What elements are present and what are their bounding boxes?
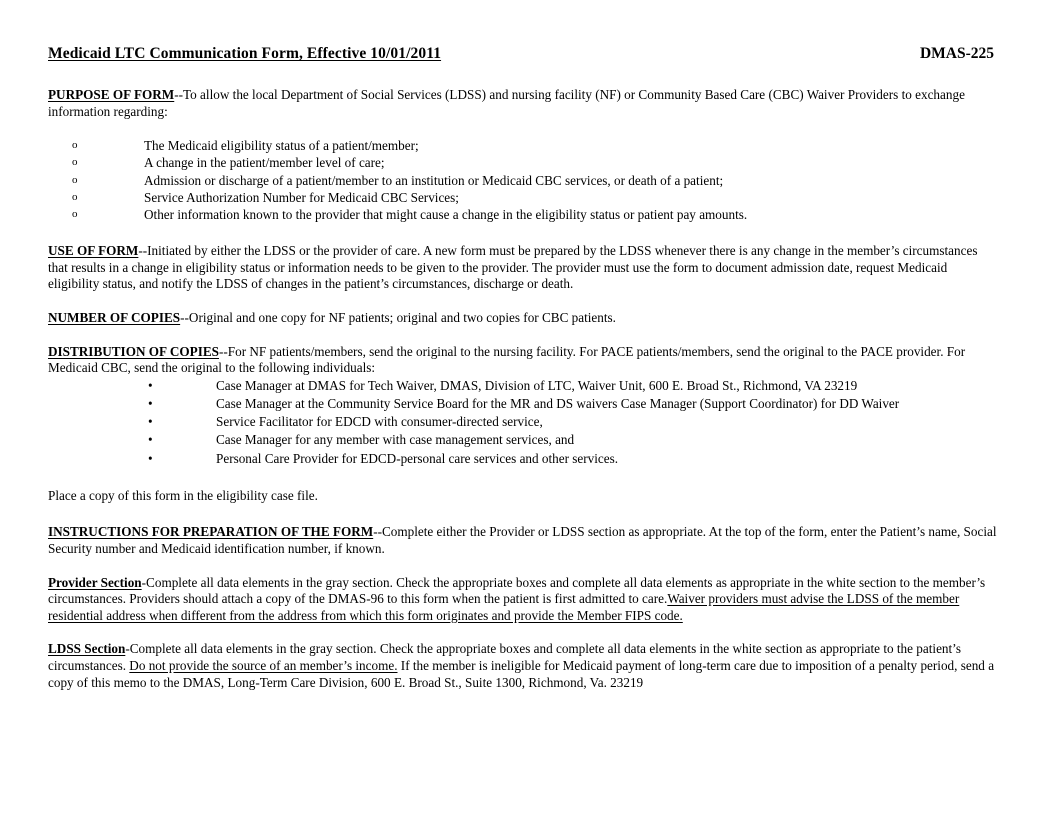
disc-bullet-icon: • (148, 395, 153, 411)
circle-bullet-icon: o (72, 190, 78, 203)
list-item-label: Admission or discharge of a patient/member to an institution or Medicaid CBC services, or death of a patient; (144, 172, 724, 188)
disc-bullet-icon: • (148, 432, 153, 448)
list-item (48, 395, 998, 413)
disc-bullet-icon: • (148, 377, 153, 393)
purpose-of-form-body: --To allow the local Department of Social Services (LDSS) and nursing facility (NF) or Community Based Care (CBC) Waiver Providers to exchange information regarding: (48, 87, 965, 119)
use-of-form-paragraph (48, 243, 998, 293)
list-item-label: Service Facilitator for EDCD with consumer-directed service, (216, 414, 543, 430)
list-item (48, 172, 998, 189)
list-item (48, 154, 998, 171)
ldss-section-body-after: If the member is ineligible for Medicaid payment of long-term care due to imposition of a penalty period, send a copy of this memo to the DMAS, Long-Term Care Division, 600 E. Broad St., Suite 1300, Richmond, Va. 23219 (48, 657, 995, 690)
list-item (48, 189, 998, 206)
disc-bullet-icon: • (148, 414, 153, 430)
list-item (48, 377, 998, 395)
form-code: DMAS-225 (919, 45, 994, 62)
distribution-of-copies-paragraph (48, 344, 998, 377)
number-of-copies-body: --Original and one copy for NF patients; original and two copies for CBC patients. (180, 309, 616, 325)
list-item-label: Service Authorization Number for Medicaid CBC Services; (144, 189, 459, 205)
number-of-copies-paragraph (48, 310, 998, 327)
instructions-paragraph (48, 524, 998, 557)
circle-bullet-icon: o (72, 156, 78, 169)
circle-bullet-icon: o (72, 208, 78, 220)
provider-section-paragraph (48, 575, 998, 625)
eligibility-case-file-note: Place a copy of this form in the eligibility case file. (48, 487, 318, 503)
ldss-section-paragraph (48, 641, 998, 691)
purpose-bullet-list (48, 137, 998, 223)
list-item-label: Other information known to the provider that might cause a change in the eligibility status or patient pay amounts. (144, 207, 748, 222)
list-item-label: The Medicaid eligibility status of a patient/member; (144, 138, 419, 154)
list-item (48, 450, 998, 468)
provider-section-heading: Provider Section (48, 574, 142, 590)
list-item-label: Personal Care Provider for EDCD-personal care services and other services. (216, 450, 619, 466)
ldss-section-underlined-phrase: Do not provide the source of an member’s income. (129, 657, 398, 673)
ldss-section-body-before: -Complete all data elements in the gray section. Check the appropriate boxes and complete all data elements in the white section as appropriate to the patient’s circumstances. (48, 641, 961, 673)
list-item (48, 137, 998, 154)
use-of-form-body: --Initiated by either the LDSS or the provider of care. A new form must be prepared by the LDSS whenever there is any change in the member’s circumstances that results in a change in eligibility status or information needs to be given to the provider. The provider must use the form to document admission date, request Medicaid eligibility status, and notify the LDSS of changes in the patient’s circumstances, discharge or death. (48, 243, 978, 292)
distribution-bullet-list (48, 377, 998, 468)
provider-section-underlined-note: Waiver providers must advise the LDSS of the member residential address when different from the address from which this form originates and provide the Member FIPS code. (48, 591, 960, 623)
distribution-of-copies-heading: DISTRIBUTION OF COPIES (48, 343, 219, 359)
disc-bullet-icon: • (148, 450, 153, 466)
instructions-body: --Complete either the Provider or LDSS section as appropriate. At the top of the form, enter the Patient’s name, Social Security number and Medicaid identification number, if known. (48, 524, 997, 556)
list-item-label: Case Manager for any member with case management services, and (216, 432, 575, 448)
list-item (48, 206, 998, 223)
distribution-of-copies-body: --For NF patients/members, send the original to the nursing facility. For PACE patients/members, send the original to the PACE provider. For Medicaid CBC, send the original to the following individuals: (48, 343, 966, 376)
circle-bullet-icon: o (72, 173, 78, 186)
page-title: Medicaid LTC Communication Form, Effective 10/01/2011 (48, 45, 442, 62)
list-item-label: A change in the patient/member level of care; (144, 155, 385, 171)
use-of-form-heading: USE OF FORM (48, 243, 139, 259)
list-item-label: Case Manager at DMAS for Tech Waiver, DMAS, Division of LTC, Waiver Unit, 600 E. Broad St., Richmond, VA 23219 (216, 377, 858, 393)
list-item-label: Case Manager at the Community Service Board for the MR and DS waivers Case Manager (Support Coordinator) for DD Waiver (216, 395, 900, 411)
document-header (48, 45, 998, 63)
number-of-copies-heading: NUMBER OF COPIES (48, 309, 181, 325)
purpose-of-form-paragraph (48, 87, 998, 120)
purpose-of-form-heading: PURPOSE OF FORM (48, 87, 175, 102)
list-item (48, 413, 998, 431)
instructions-heading: INSTRUCTIONS FOR PREPARATION OF THE FORM (48, 524, 374, 540)
circle-bullet-icon: o (72, 139, 78, 152)
provider-section-body: -Complete all data elements in the gray section. Check the appropriate boxes and complete all data elements as appropriate in the white section to the member’s circumstances. Providers should attach a copy of the DMAS-96 to this form when the patient is first admitted to care. (48, 574, 986, 607)
list-item (48, 431, 998, 449)
ldss-section-heading: LDSS Section (48, 641, 126, 657)
